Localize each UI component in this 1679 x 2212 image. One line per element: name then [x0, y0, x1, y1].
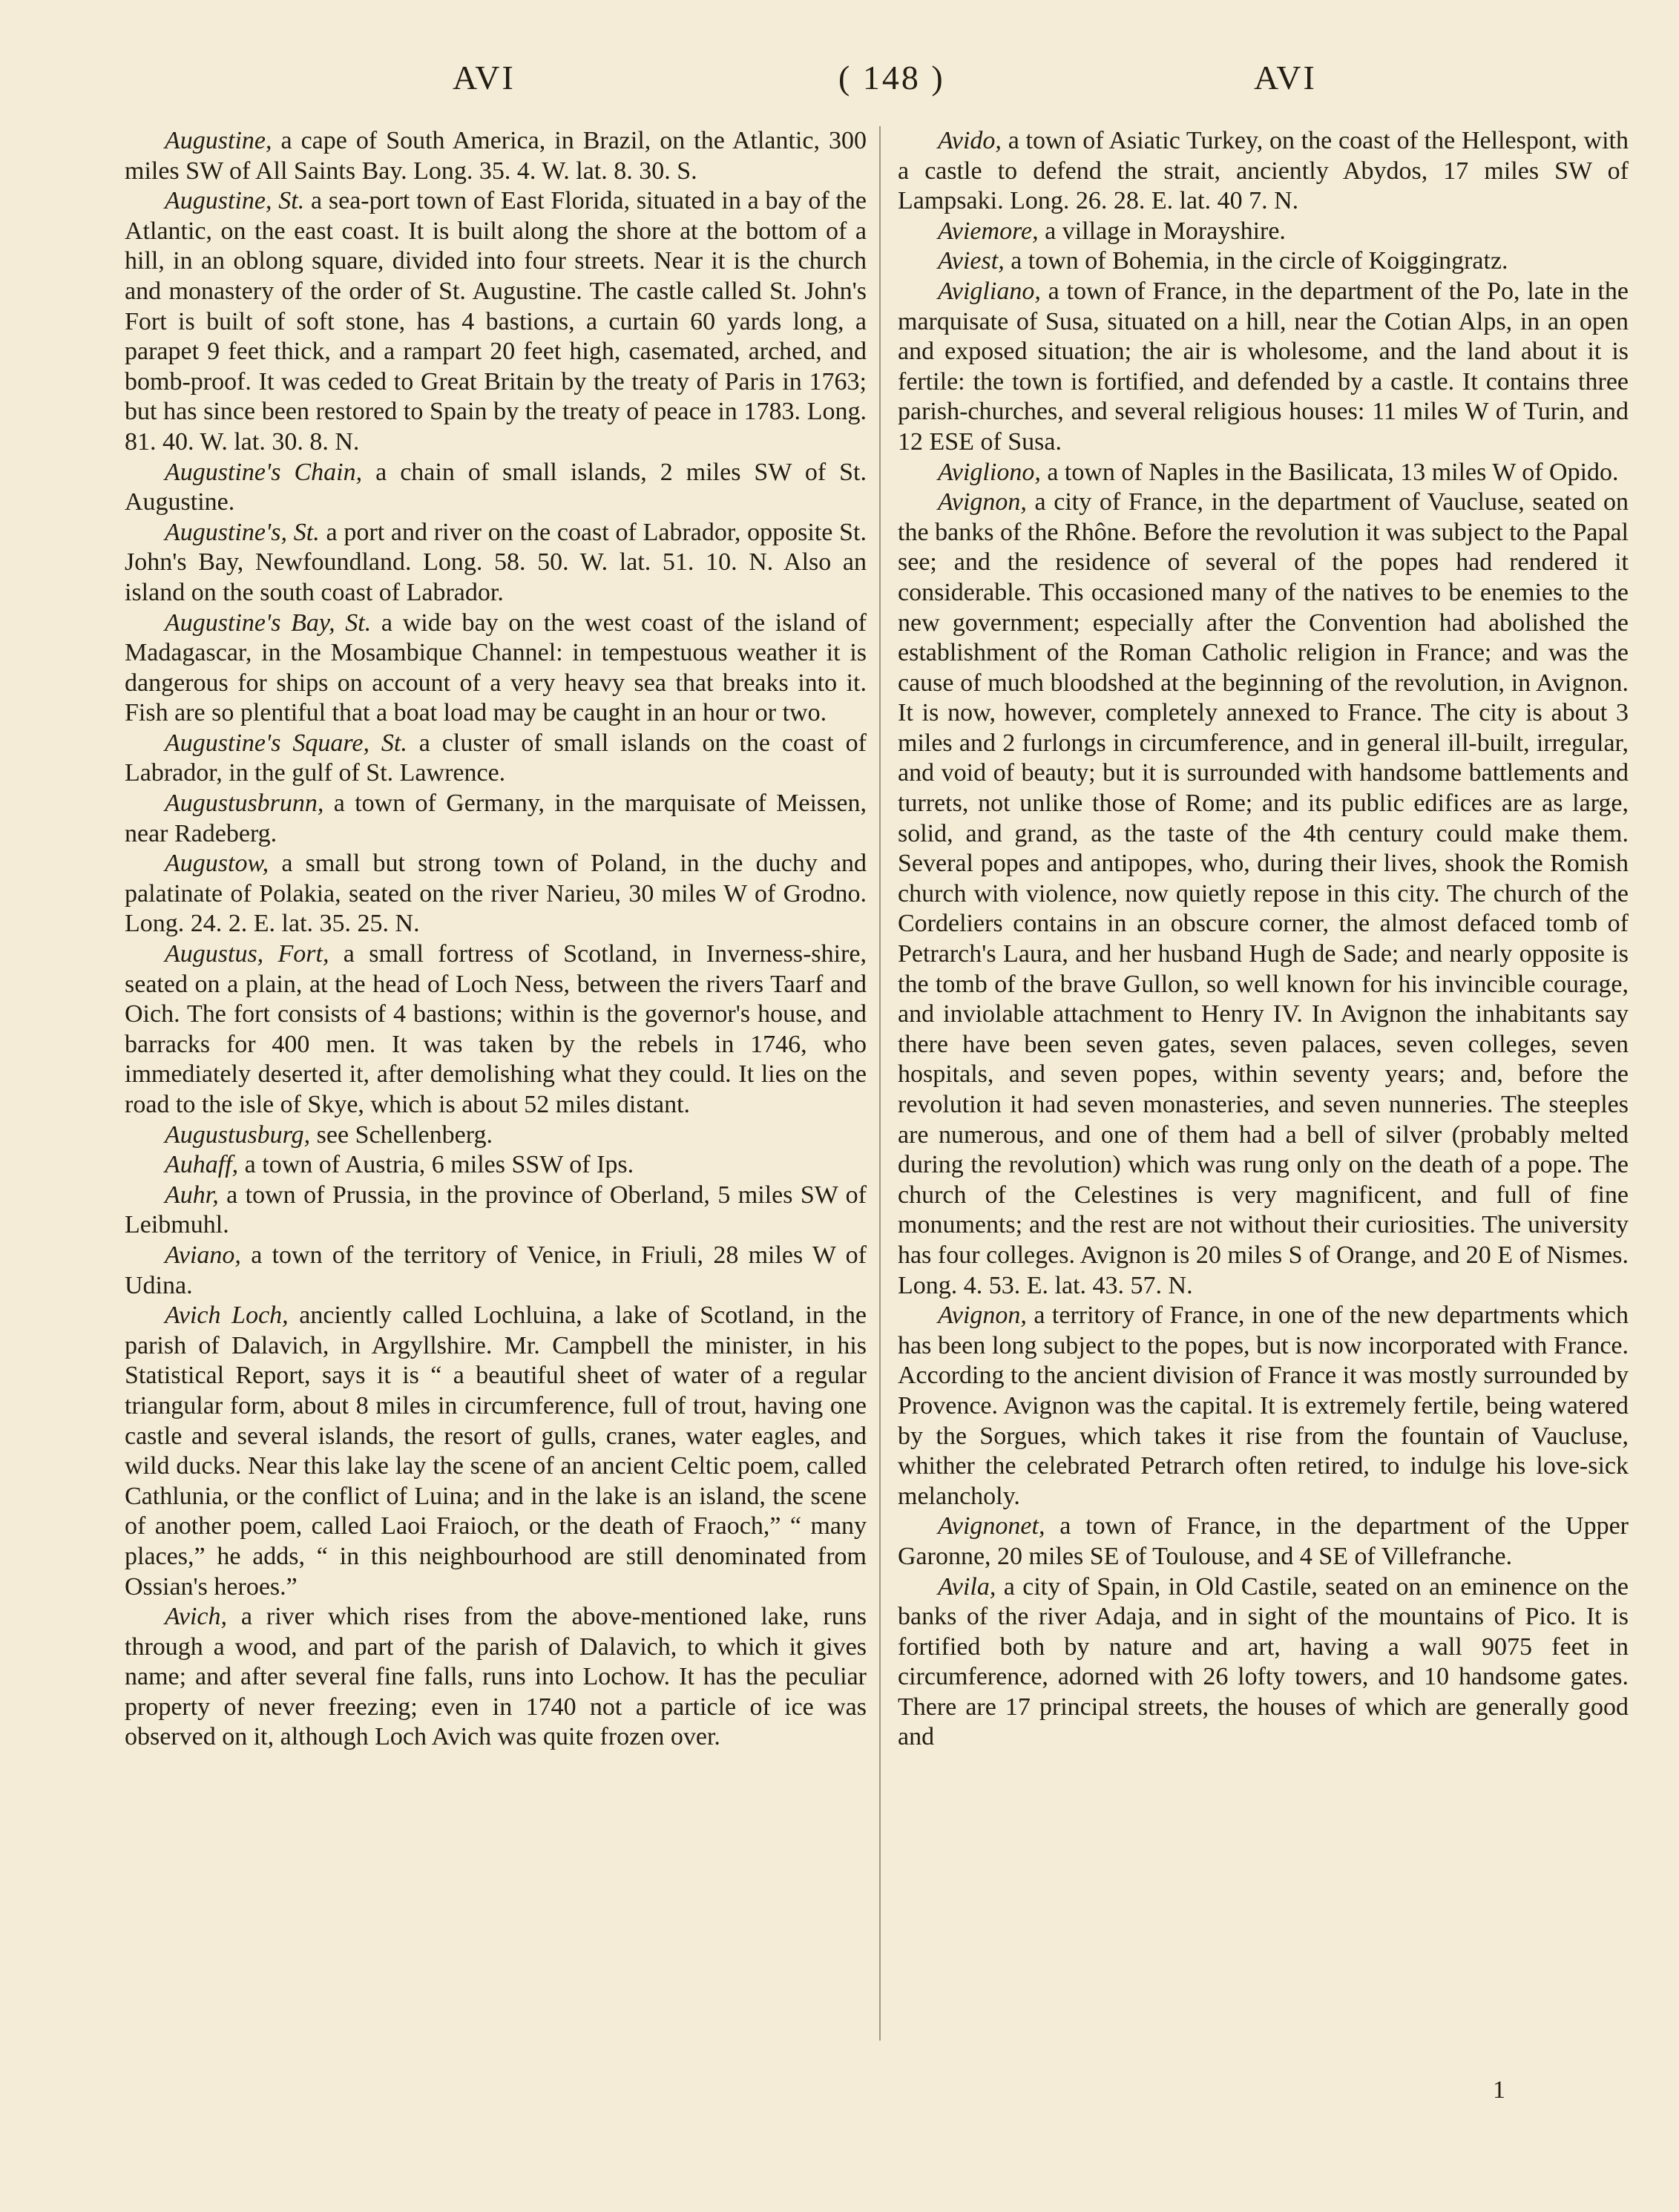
entry-text: a sea-port town of East Florida, situated in a bay of the Atlantic, on the east coast. It is built along the shore at the bottom of a hill, in an oblong square, divided into four streets. Near it is the church and monastery of the order of St. Augustine. The castle called St. John's Fort is built of soft stone, has 4 bastions, a curtain 60 yards long, a parapet 9 feet thick, and a rampart 20 feet high, casemated, arched, and bomb-proof. It was ceded to Great Britain by the treaty of Paris in 1763; but has since been restored to Spain by the treaty of peace in 1783. Long. 81. 40. W. lat. 30. 8. N.	[125, 187, 867, 456]
entry-text: a port and river on the coast of Labrador, opposite St. John's Bay, Newfoundland. Long. 58. 50. W. lat. 51. 10. N. Also an island on the south coast of Labrador.	[125, 518, 867, 606]
gazetteer-entry	[125, 1120, 867, 1151]
entry-text: a territory of France, in one of the new departments which has been long subject to the popes, but is now incorporated with France. According to the ancient division of France it was mostly surrounded by Provence. Avignon was the capital. It is extremely fertile, being watered by the Sorgues, which takes it rise from the fountain of Vaucluse, whither the celebrated Petrarch often retired, to indulge his love-sick melancholy.	[898, 1302, 1629, 1510]
entry-headword: Auhr,	[165, 1181, 219, 1209]
gazetteer-entry	[125, 126, 867, 186]
entry-headword: Augustusburg,	[165, 1120, 311, 1149]
gazetteer-entry	[898, 217, 1629, 247]
gazetteer-entry	[125, 939, 867, 1120]
entry-headword: Augustine's, St.	[165, 518, 320, 546]
entry-headword: Augustine's Chain,	[165, 458, 363, 486]
column-divider	[879, 126, 881, 2041]
entry-text: a town of France, in the department of the Po, late in the marquisate of Susa, situated on a hill, near the Cotian Alps, in an open and exposed situation; the air is wholesome, and the land about it is fertile: the town is fortified, and defended by a castle. It contains three parish-churches, and several religious houses: 11 miles W of Turin, and 12 ESE of Susa.	[898, 277, 1629, 456]
gazetteer-entry	[125, 1150, 867, 1181]
gazetteer-entry	[898, 1301, 1629, 1512]
right-column	[898, 126, 1629, 1753]
entry-text: a town of Bohemia, in the circle of Koiggingratz.	[1004, 247, 1508, 275]
entry-text: a town of Asiatic Turkey, on the coast of the Hellespont, with a castle to defend the strait, anciently Abydos, 17 miles SW of Lampsaki. Long. 26. 28. E. lat. 40 7. N.	[898, 127, 1629, 215]
entry-text: a wide bay on the west coast of the island of Madagascar, in the Mosambique Channel: in tempestuous weather it is dangerous for ships on account of a very heavy sea that breaks into it. Fish are so plentiful that a boat load may be caught in an hour or two.	[125, 608, 867, 727]
entry-text: a town of Naples in the Basilicata, 13 miles W of Opido.	[1040, 458, 1619, 486]
gazetteer-entry	[125, 1241, 867, 1301]
entry-text: a town of France, in the department of the Upper Garonne, 20 miles SE of Toulouse, and 4 SE of Villefranche.	[898, 1512, 1629, 1570]
gazetteer-entry	[125, 608, 867, 729]
entry-headword: Avignon,	[938, 488, 1027, 516]
entry-text: a town of the territory of Venice, in Friuli, 28 miles W of Udina.	[125, 1241, 867, 1299]
entry-text: a small but strong town of Poland, in the duchy and palatinate of Polakia, seated on the river Narieu, 30 miles W of Grodno. Long. 24. 2. E. lat. 35. 25. N.	[125, 850, 867, 938]
entry-headword: Avigliano,	[938, 277, 1041, 305]
entry-headword: Avignonet,	[938, 1512, 1045, 1540]
gazetteer-entry	[898, 277, 1629, 458]
entry-text: a town of Prussia, in the province of Oberland, 5 miles SW of Leibmuhl.	[125, 1181, 867, 1239]
entry-headword: Augustine's Bay, St.	[165, 608, 372, 637]
entry-headword: Avigliono,	[938, 458, 1041, 486]
entry-headword: Avich,	[165, 1603, 228, 1631]
gazetteer-entry	[898, 246, 1629, 277]
entry-text: a cape of South America, in Brazil, on the Atlantic, 300 miles SW of All Saints Bay. Long. 35. 4. W. lat. 8. 30. S.	[125, 127, 867, 185]
gazetteer-entry	[125, 789, 867, 849]
entry-headword: Augustine,	[165, 127, 272, 154]
gazetteer-entry	[898, 488, 1629, 1301]
entry-headword: Augustusbrunn,	[165, 790, 324, 818]
header-right: AVI	[1254, 59, 1317, 96]
header-left: AVI	[453, 59, 516, 96]
entry-text: a river which rises from the above-mentioned lake, runs through a wood, and part of the parish of Dalavich, to which it gives name; and after several fine falls, runs into Lochow. It has the peculiar property of never freezing; even in 1740 not a particle of ice was observed on it, although Loch Avich was quite frozen over.	[125, 1603, 867, 1751]
left-column	[125, 126, 867, 1753]
gazetteer-entry	[125, 186, 867, 457]
page-number: ( 148 )	[838, 59, 945, 96]
signature-mark: 1	[1493, 2076, 1505, 2104]
entry-headword: Aviemore,	[938, 217, 1039, 245]
running-header	[126, 58, 1627, 102]
entry-text: anciently called Lochluina, a lake of Scotland, in the parish of Dalavich, in Argyllshire. Mr. Campbell the minister, in his Statistical Report, says it is “ a beautiful sheet of water of a regular triangular form, about 8 miles in circumference, full of trout, having one castle and several islands, the resort of gulls, cranes, water eagles, and wild ducks. Near this lake lay the scene of an ancient Celtic poem, called Cathlunia, or the conflict of Luina; and in the lake is an island, the scene of another poem, called Laoi Fraioch, or the death of Fraoch,” “ many places,” he adds, “ in this neighbourhood are still denominated from Ossian's heroes.”	[125, 1302, 867, 1601]
entry-headword: Augustine's Square, St.	[165, 729, 407, 757]
gazetteer-entry	[898, 1512, 1629, 1572]
entry-headword: Augustine, St.	[165, 187, 305, 215]
entry-text: a town of Germany, in the marquisate of Meissen, near Radeberg.	[125, 790, 867, 847]
entry-text: a city of France, in the department of Vaucluse, seated on the banks of the Rhône. Before the revolution it was subject to the Papal see; and the residence of several of the popes had rendered it considerable. This occasioned many of the natives to be enemies to the new government; especially after the Convention had abolished the establishment of the Roman Catholic religion in France; and was the cause of much bloodshed at the beginning of the revolution, in Avignon. It is now, however, completely annexed to France. The city is about 3 miles and 2 furlongs in circumference, and in general ill-built, irregular, and void of beauty; but it is surrounded with handsome battlements and turrets, not unlike those of Rome; and its public edifices are as large, solid, and grand, as the taste of the 4th century could make them. Several popes and antipopes, who, during their lives, shook the Romish church with violence, now quietly repose in this city. The church of the Cordeliers contains in an obscure corner, the almost defaced tomb of Petrarch's Laura, and her husband Hugh de Sade; and nearly opposite is the tomb of the brave Gullon, so well known for his invincible courage, and inviolable attachment to Henry IV. In Avignon the inhabitants say there have been seven gates, seven palaces, seven colleges, seven hospitals, and seven popes, within seventy years; and, before the revolution it had seven monasteries, and seven nunneries. The steeples are numerous, and one of them had a bell of silver (probably melted during the revolution) which was rung only on the death of a pope. The church of the Celestines is very magnificent, and full of fine monuments; and the rest are not without their curiosities. The university has four colleges. Avignon is 20 miles S of Orange, and 20 E of Nismes. Long. 4. 53. E. lat. 43. 57. N.	[898, 488, 1629, 1299]
entry-text: a village in Morayshire.	[1038, 217, 1286, 245]
gazetteer-entry	[125, 849, 867, 939]
entry-text: a cluster of small islands on the coast of Labrador, in the gulf of St. Lawrence.	[125, 729, 867, 787]
entry-headword: Aviest,	[938, 247, 1005, 275]
gazetteer-entry	[125, 458, 867, 518]
entry-headword: Avich Loch,	[165, 1302, 289, 1330]
entry-headword: Avignon,	[938, 1302, 1027, 1330]
gazetteer-entry	[125, 518, 867, 608]
gazetteer-entry	[898, 126, 1629, 217]
gazetteer-entry	[125, 1181, 867, 1241]
entry-text: a town of Austria, 6 miles SSW of Ips.	[238, 1151, 634, 1179]
entry-text: a chain of small islands, 2 miles SW of St. Augustine.	[125, 458, 867, 516]
entry-text: a city of Spain, in Old Castile, seated on an eminence on the banks of the river Adaja, and in sight of the mountains of Pico. It is fortified both by nature and art, having a wall 9075 feet in circumference, adorned with 26 lofty towers, and 10 handsome gates. There are 17 principal streets, the houses of which are generally good and	[898, 1572, 1629, 1751]
entry-headword: Augustus, Fort,	[165, 940, 329, 968]
entry-text: a small fortress of Scotland, in Inverness-shire, seated on a plain, at the head of Loch Ness, between the rivers Taarf and Oich. The fort consists of 4 bastions; within is the governor's house, and barracks for 400 men. It was taken by the rebels in 1746, who immediately deserted it, after demolishing what they could. It lies on the road to the isle of Skye, which is about 52 miles distant.	[125, 940, 867, 1118]
gazetteer-entry	[898, 1572, 1629, 1753]
entry-headword: Avila,	[938, 1572, 996, 1601]
entry-headword: Auhaff,	[165, 1151, 239, 1179]
gazetteer-entry	[125, 1301, 867, 1602]
entry-headword: Aviano,	[165, 1241, 241, 1269]
gazetteer-entry	[125, 1602, 867, 1753]
entry-headword: Augustow,	[165, 850, 269, 878]
entry-headword: Avido,	[938, 127, 1002, 154]
gazetteer-entry	[898, 458, 1629, 488]
entry-text: see Schellenberg.	[310, 1120, 493, 1149]
gazetteer-entry	[125, 729, 867, 789]
